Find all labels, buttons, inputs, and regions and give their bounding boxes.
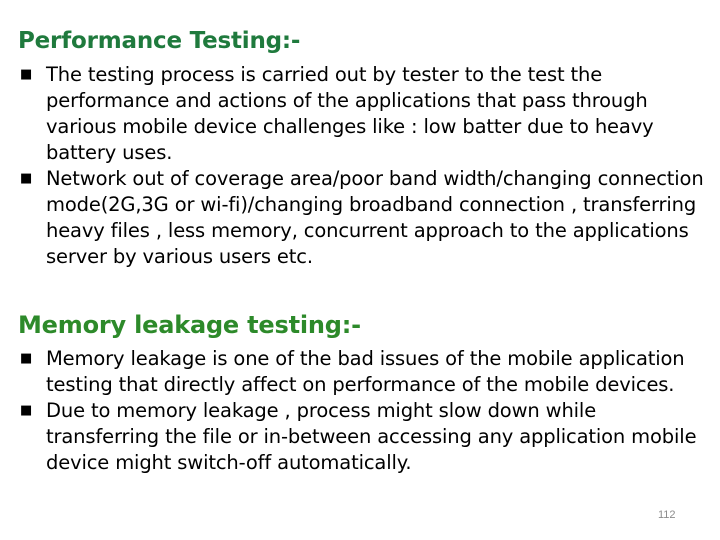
list-item [18, 398, 710, 476]
list-item [18, 346, 710, 398]
section-heading: Performance Testing:- [18, 28, 301, 54]
square-bullet-icon [20, 398, 34, 424]
bullet-list [18, 62, 710, 270]
bullet-text: Due to memory leakage , process might slow down while transferring the file or in-between accessing any application mobile device might switch-off automatically. [46, 399, 697, 474]
list-item [18, 166, 710, 270]
bullet-list [18, 346, 710, 476]
square-bullet-icon [20, 62, 34, 88]
square-bullet-icon [20, 346, 34, 372]
list-item [18, 62, 710, 166]
section-heading: Memory leakage testing:- [18, 311, 361, 339]
square-bullet-icon [20, 166, 34, 192]
bullet-text: Network out of coverage area/poor band width/changing connection mode(2G,3G or wi-fi)/changing broadband connection , transferring heavy files , less memory, concurrent approach to the applications server by various users etc. [46, 167, 704, 268]
section-memory-leakage-testing [18, 310, 710, 476]
section-performance-testing [18, 26, 710, 270]
bullet-text: Memory leakage is one of the bad issues of the mobile application testing that directly affect on performance of the mobile devices. [46, 347, 685, 396]
page-number: 112 [658, 509, 676, 521]
bullet-text: The testing process is carried out by tester to the test the performance and actions of the applications that pass through various mobile device challenges like : low batter due to heavy battery uses. [46, 63, 654, 164]
